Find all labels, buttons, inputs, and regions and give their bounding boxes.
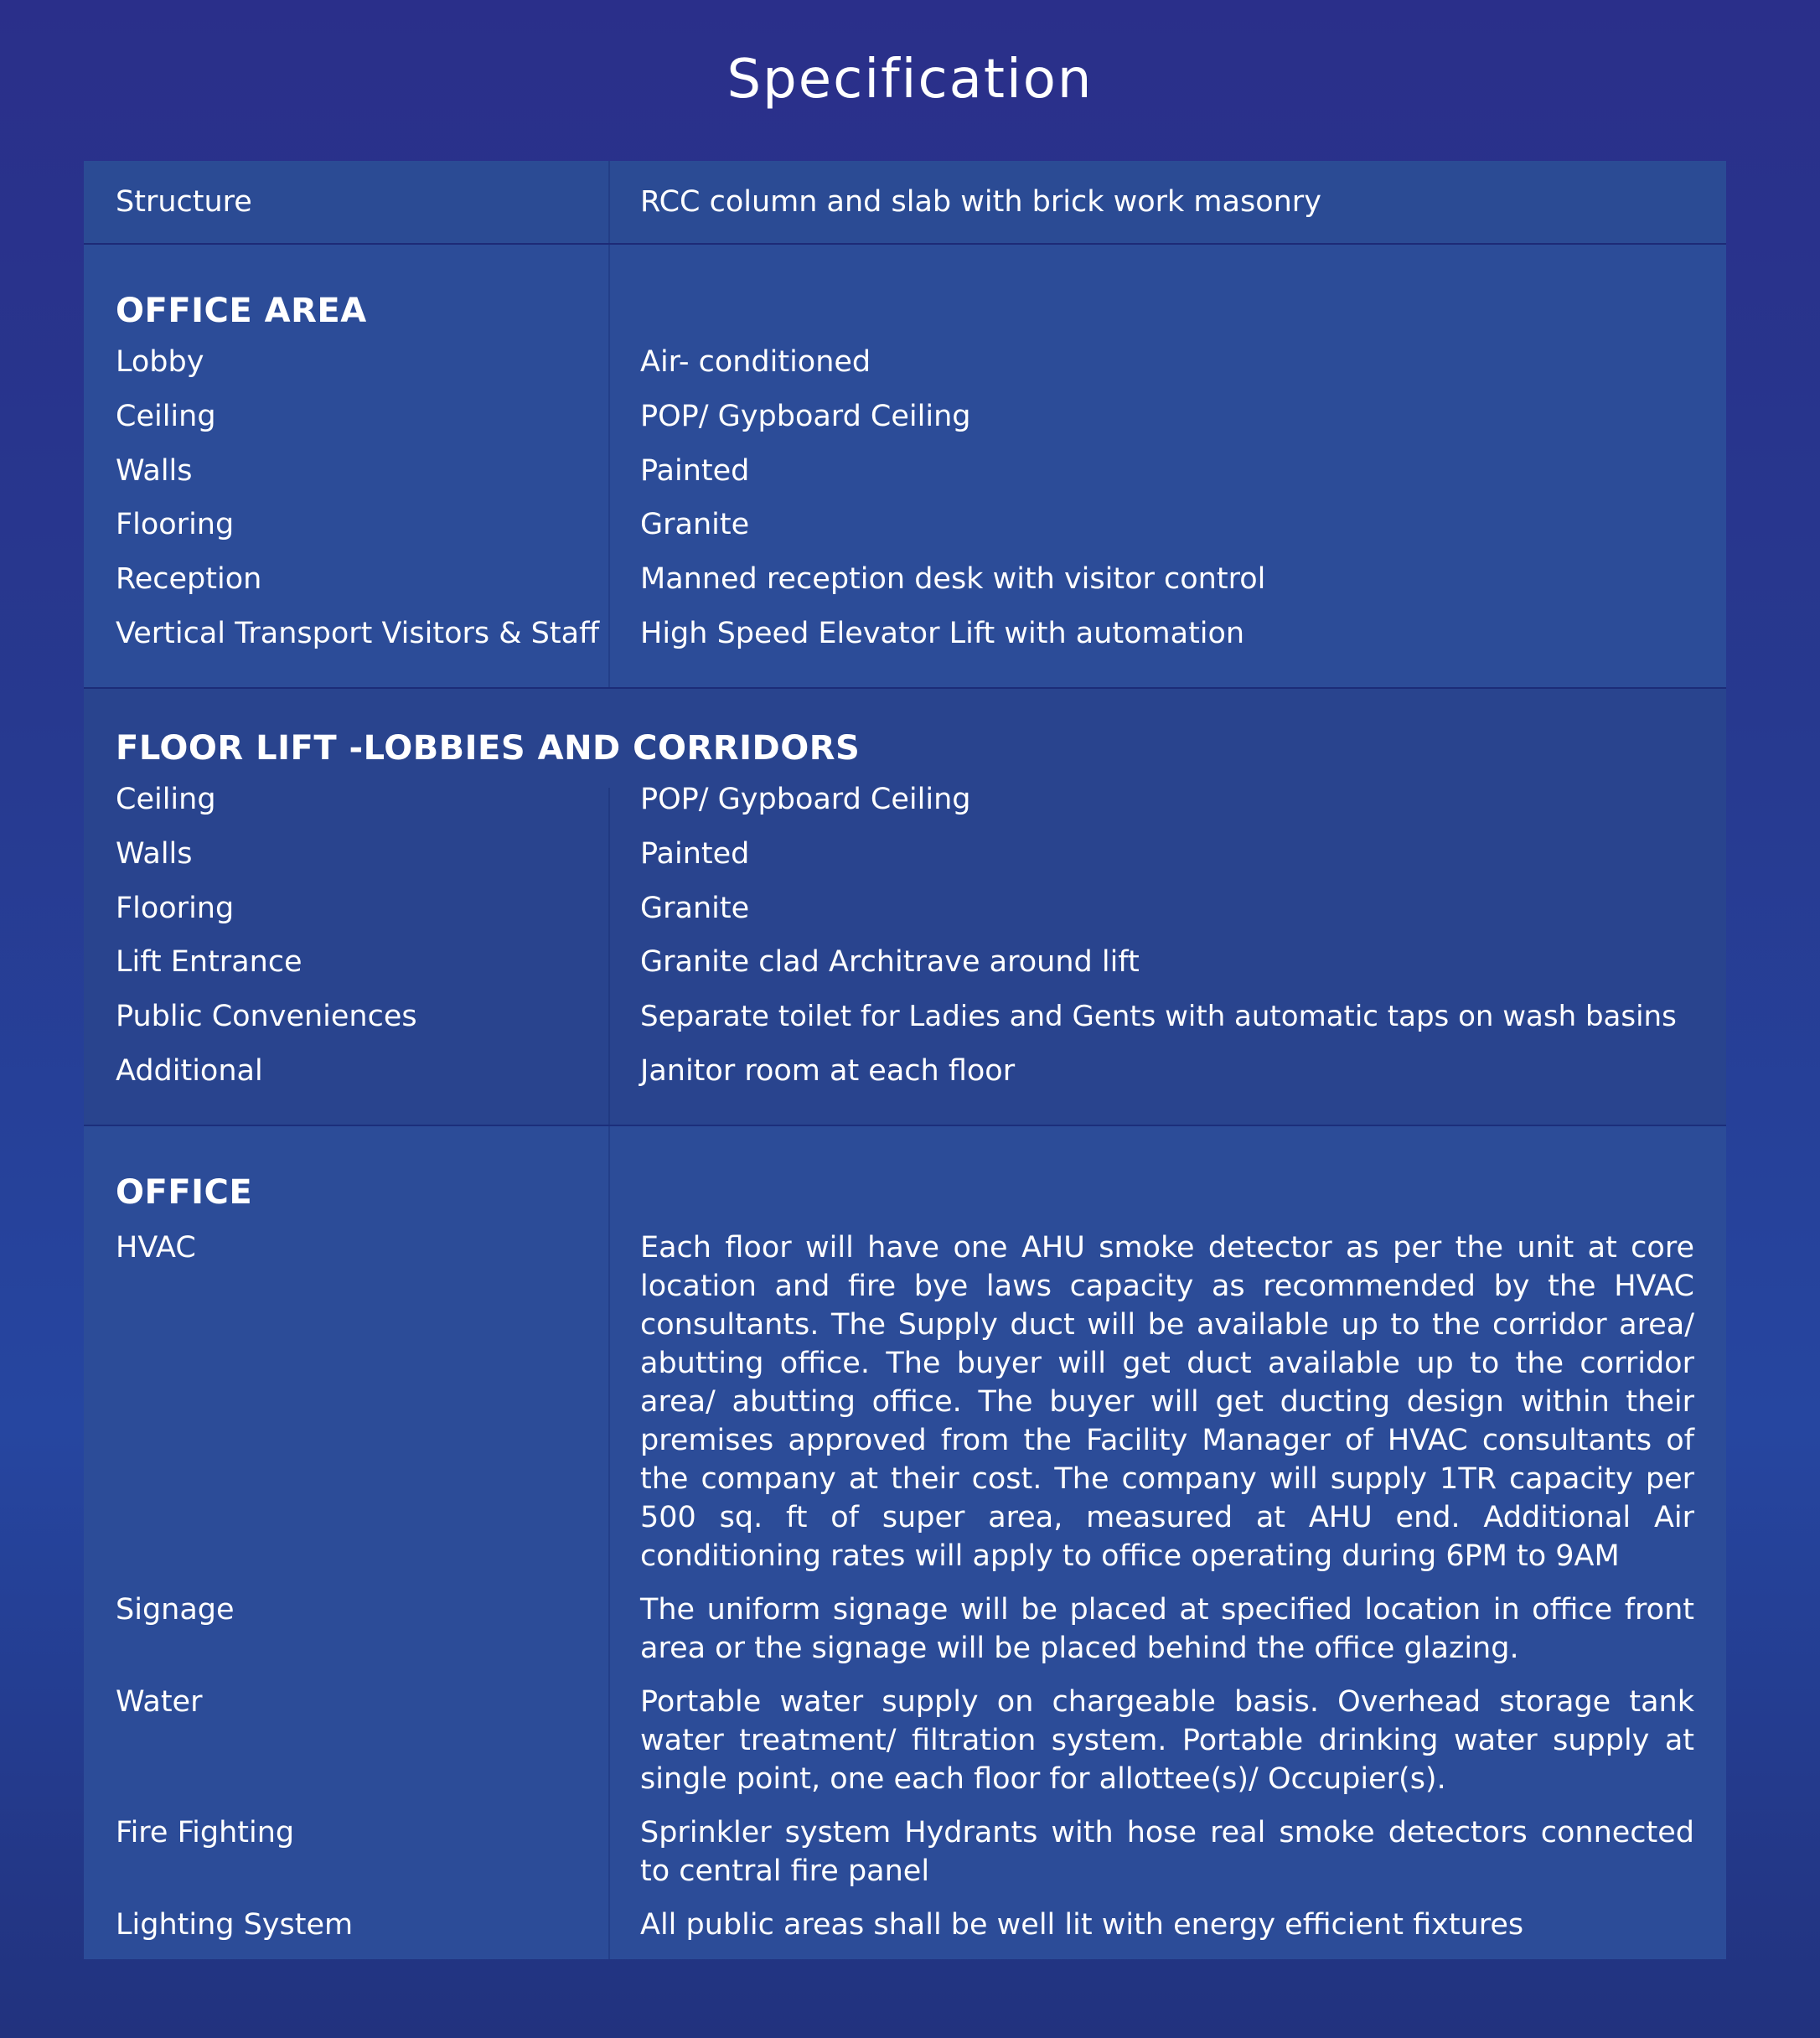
table-row xyxy=(84,1591,1726,1683)
page-title: Specification xyxy=(726,49,1094,111)
table-row xyxy=(84,1683,1726,1813)
row-label: Ceiling xyxy=(116,783,216,817)
row-value: Painted xyxy=(640,453,750,488)
row-value: Painted xyxy=(640,837,750,872)
row-label: Lighting System xyxy=(116,1908,354,1942)
column-divider xyxy=(608,161,610,243)
column-divider xyxy=(608,245,610,687)
row-value: Air- conditioned xyxy=(640,345,871,380)
section-title: OFFICE xyxy=(116,1173,253,1212)
table-row xyxy=(84,552,1726,607)
row-value: Each floor will have one AHU smoke detector as per the unit at core location and fire bye laws capacity as recommended by the HVAC consultants. The Supply duct will be available up to the corridor area/ abutting office. The buyer will get duct available up to the corridor area/ abutting office. The buyer will get ducting design within their premises approved from the Facility Manager of HVAC consultants of the company at their cost. The company will supply 1TR capacity per 500 sq. ft of super area, measured at AHU end. Additional Air conditioning rates will apply to office operating during 6PM to 9AM xyxy=(640,1231,1694,1573)
table-row xyxy=(84,827,1726,882)
row-value: Manned reception desk with visitor control xyxy=(640,562,1266,597)
row-value: Janitor room at each floor xyxy=(640,1053,1016,1088)
structure-row xyxy=(84,161,1726,243)
section-floor-lift-lobbies xyxy=(84,689,1726,1125)
row-label: Flooring xyxy=(116,508,235,542)
row-label: Fire Fighting xyxy=(116,1816,295,1849)
row-value: Separate toilet for Ladies and Gents with automatic taps on wash basins xyxy=(640,1000,1677,1034)
row-value: Sprinkler system Hydrants with hose real smoke detectors connected to central fire panel xyxy=(640,1816,1694,1888)
table-row xyxy=(84,1906,1726,1959)
row-label: Walls xyxy=(116,453,193,488)
section-title: FLOOR LIFT -LOBBIES AND CORRIDORS xyxy=(116,729,861,768)
row-value: Granite clad Architrave around lift xyxy=(640,945,1140,980)
table-row xyxy=(84,1043,1726,1098)
row-label: Lobby xyxy=(116,345,204,380)
row-label: Walls xyxy=(116,837,193,872)
table-row xyxy=(84,606,1726,660)
table-row xyxy=(84,990,1726,1044)
row-value: POP/ Gypboard Ceiling xyxy=(640,400,971,434)
section-office xyxy=(84,1126,1726,1959)
row-value: Granite xyxy=(640,508,750,542)
section-office-area xyxy=(84,245,1726,687)
column-divider xyxy=(608,788,610,1125)
row-value: High Speed Elevator Lift with automation xyxy=(640,616,1245,650)
specification-table xyxy=(84,161,1726,1959)
table-row xyxy=(84,390,1726,444)
row-label: Structure xyxy=(116,185,252,219)
row-label: Flooring xyxy=(116,891,235,925)
table-row xyxy=(84,335,1726,390)
row-value: RCC column and slab with brick work masonry xyxy=(640,185,1321,219)
table-row xyxy=(84,935,1726,990)
row-value: Granite xyxy=(640,891,750,925)
row-label: Reception xyxy=(116,562,262,597)
row-label: Water xyxy=(116,1685,203,1719)
table-row xyxy=(84,881,1726,935)
table-row xyxy=(84,498,1726,552)
row-value: Portable water supply on chargeable basis. Overhead storage tank water treatment/ filtration system. Portable drinking water supply at single point, one each floor for allottee(s)/ Occupier(s). xyxy=(640,1685,1694,1796)
row-label: Lift Entrance xyxy=(116,945,302,980)
row-label: HVAC xyxy=(116,1231,196,1265)
table-row xyxy=(84,1813,1726,1906)
section-title: OFFICE AREA xyxy=(116,292,367,330)
row-label: Signage xyxy=(116,1593,235,1627)
row-value: The uniform signage will be placed at specified location in office front area or the signage will be placed behind the office glazing. xyxy=(640,1593,1694,1665)
row-label: Ceiling xyxy=(116,400,216,434)
row-label: Additional xyxy=(116,1053,263,1088)
row-label: Vertical Transport Visitors & Staff xyxy=(116,616,600,650)
table-row xyxy=(84,443,1726,498)
row-label: Public Conveniences xyxy=(116,1000,417,1034)
table-row xyxy=(84,1228,1726,1591)
row-value: All public areas shall be well lit with energy efficient fixtures xyxy=(640,1908,1524,1942)
row-value: POP/ Gypboard Ceiling xyxy=(640,783,971,817)
table-row xyxy=(84,773,1726,827)
column-divider xyxy=(608,1126,610,1959)
